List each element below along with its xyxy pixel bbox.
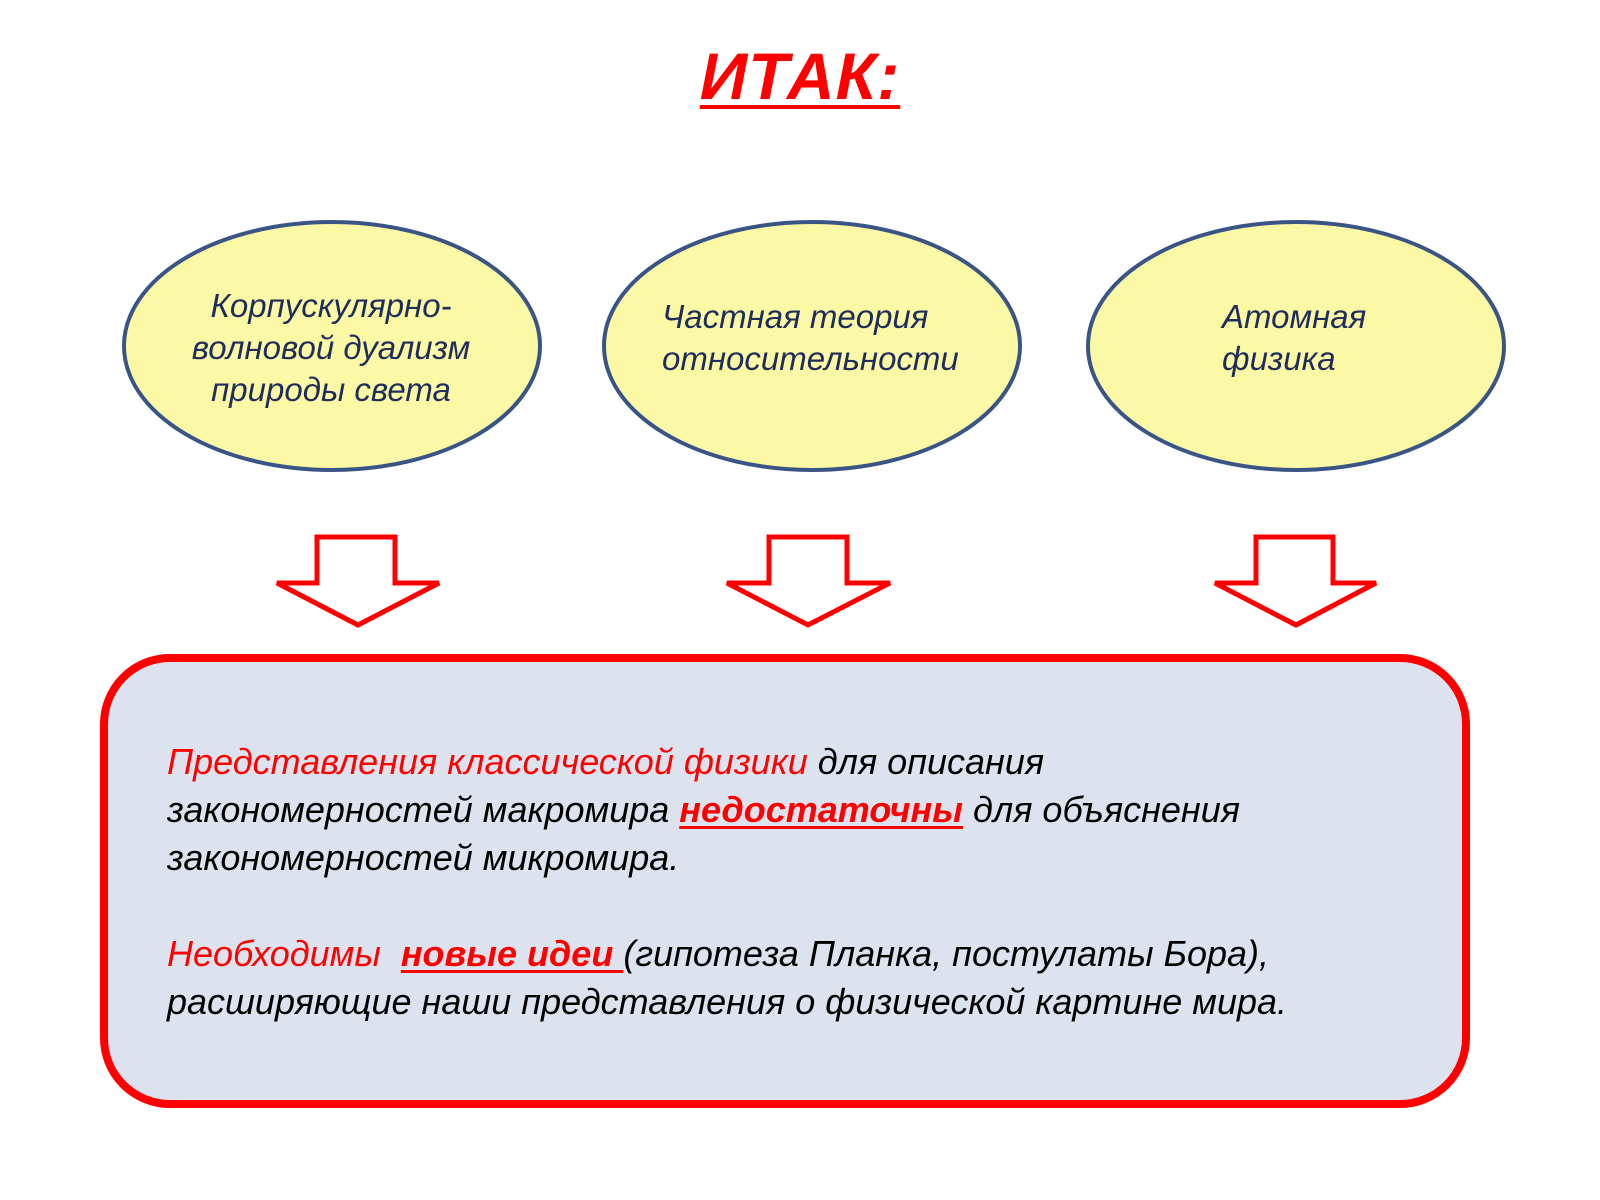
insufficient-emphasis: недостаточны [679,789,963,830]
conclusion-paragraph-1 [167,738,1467,882]
down-arrow-icon-3 [1215,537,1376,625]
concept-3-line-2: физика [1222,340,1336,377]
concept-2-line-2: относительности [662,340,959,377]
p1-text-2: закономерностей макромира [167,789,680,830]
concept-1-line-2: волновой дуализм [191,329,471,366]
concept-1-line-3: природы света [211,371,451,408]
p1-text-3: для объяснения [963,789,1240,830]
conclusion-p2-line-1 [167,930,1467,978]
conclusion-p2-line-2 [167,978,1467,1026]
concept-label-2 [662,296,959,380]
page-title: ИТАК: [699,39,901,113]
down-arrow-icon-2 [727,537,890,625]
classical-physics-phrase: Представления классической физики [167,741,808,782]
concept-label-1 [166,285,496,411]
new-ideas-emphasis: новые идеи [400,933,624,974]
conclusion-p1-line-1 [167,738,1467,786]
concept-label-3 [1222,296,1366,380]
concept-1-line-1: Корпускулярно- [210,287,452,324]
conclusion-paragraph-2 [167,930,1467,1026]
p2-text-1: (гипотеза Планка, постулаты Бора), [623,933,1270,974]
p2-text-2: расширяющие наши представления о физической картине мира. [167,981,1288,1022]
concept-2-line-1: Частная теория [662,298,929,335]
p1-text-1: для описания [807,741,1045,782]
p1-text-4: закономерностей микромира. [167,837,680,878]
concept-3-line-1: Атомная [1222,298,1367,335]
conclusion-p1-line-2 [167,786,1467,834]
conclusion-p1-line-3 [167,834,1467,882]
down-arrow-icon-1 [277,537,439,625]
necessary-phrase: Необходимы [167,933,401,974]
